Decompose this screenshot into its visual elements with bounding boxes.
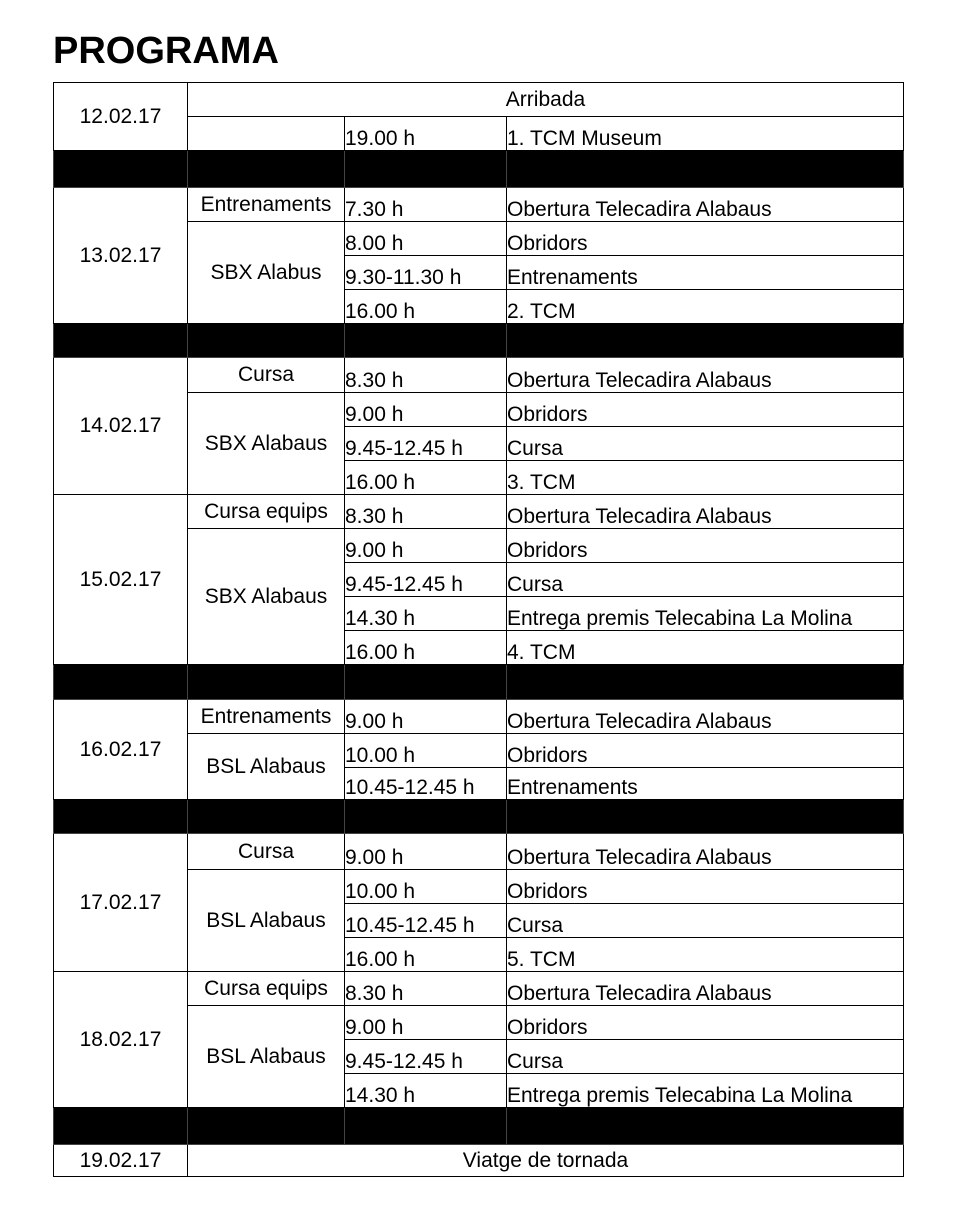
day-header: Arribada — [188, 83, 904, 117]
day-date: 16.02.17 — [54, 700, 188, 800]
day-date: 17.02.17 — [54, 834, 188, 972]
table-row — [54, 700, 904, 734]
page-title: PROGRAMA — [53, 30, 279, 72]
category-cell: Entrenaments — [188, 700, 345, 734]
activity-cell: Entrenaments — [507, 256, 904, 290]
activity-cell: 2. TCM — [507, 290, 904, 324]
table-row — [54, 972, 904, 1006]
activity-cell: Cursa — [507, 563, 904, 597]
activity-cell: Cursa — [507, 1040, 904, 1074]
activity-cell: Obridors — [507, 393, 904, 427]
time-cell: 8.00 h — [345, 222, 507, 256]
separator-row — [54, 800, 904, 834]
category-cell: SBX Alabaus — [188, 393, 345, 495]
time-cell: 10.00 h — [345, 734, 507, 768]
activity-cell: Obridors — [507, 734, 904, 768]
activity-cell: Obridors — [507, 870, 904, 904]
day-date: 15.02.17 — [54, 495, 188, 665]
activity-cell: Entrega premis Telecabina La Molina — [507, 1074, 904, 1108]
time-cell: 19.00 h — [345, 117, 507, 151]
category-cell: Cursa — [188, 358, 345, 393]
separator-row — [54, 151, 904, 188]
activity-cell: Obertura Telecadira Alabaus — [507, 700, 904, 734]
separator-row — [54, 1108, 904, 1145]
time-cell: 10.45-12.45 h — [345, 904, 507, 938]
category-cell: Cursa equips — [188, 972, 345, 1006]
activity-cell: Cursa — [507, 904, 904, 938]
activity-cell: Obridors — [507, 529, 904, 563]
day-header: Viatge de tornada — [188, 1145, 904, 1177]
time-cell: 10.45-12.45 h — [345, 768, 507, 800]
time-cell: 10.00 h — [345, 870, 507, 904]
activity-cell: Obridors — [507, 222, 904, 256]
time-cell: 16.00 h — [345, 461, 507, 495]
table-row — [54, 1145, 904, 1177]
category-cell: Cursa equips — [188, 495, 345, 529]
time-cell: 16.00 h — [345, 290, 507, 324]
category-cell: BSL Alabaus — [188, 870, 345, 972]
activity-cell: Obertura Telecadira Alabaus — [507, 358, 904, 393]
time-cell: 9.00 h — [345, 834, 507, 870]
day-date: 18.02.17 — [54, 972, 188, 1108]
category-cell: BSL Alabaus — [188, 734, 345, 800]
separator-row — [54, 324, 904, 358]
activity-cell: Obertura Telecadira Alabaus — [507, 188, 904, 222]
time-cell: 9.45-12.45 h — [345, 427, 507, 461]
time-cell: 9.45-12.45 h — [345, 563, 507, 597]
time-cell: 16.00 h — [345, 938, 507, 972]
activity-cell: Obertura Telecadira Alabaus — [507, 972, 904, 1006]
time-cell: 8.30 h — [345, 358, 507, 393]
time-cell: 9.45-12.45 h — [345, 1040, 507, 1074]
activity-cell: 5. TCM — [507, 938, 904, 972]
category-cell: Cursa — [188, 834, 345, 870]
table-row — [54, 495, 904, 529]
time-cell: 9.30-11.30 h — [345, 256, 507, 290]
day-date: 13.02.17 — [54, 188, 188, 324]
day-date: 14.02.17 — [54, 358, 188, 495]
time-cell: 16.00 h — [345, 631, 507, 665]
day-date: 12.02.17 — [54, 83, 188, 151]
category-cell: SBX Alabus — [188, 222, 345, 324]
separator-row — [54, 665, 904, 700]
activity-cell: 4. TCM — [507, 631, 904, 665]
day-date: 19.02.17 — [54, 1145, 188, 1177]
activity-cell: Entrenaments — [507, 768, 904, 800]
activity-cell: Obertura Telecadira Alabaus — [507, 834, 904, 870]
time-cell: 7.30 h — [345, 188, 507, 222]
category-cell: SBX Alabaus — [188, 529, 345, 665]
activity-cell: Obridors — [507, 1006, 904, 1040]
programme-table — [53, 82, 904, 1177]
activity-cell: 3. TCM — [507, 461, 904, 495]
category-cell: BSL Alabaus — [188, 1006, 345, 1108]
time-cell: 8.30 h — [345, 972, 507, 1006]
time-cell: 9.00 h — [345, 529, 507, 563]
table-row — [54, 188, 904, 222]
activity-cell: Cursa — [507, 427, 904, 461]
time-cell: 9.00 h — [345, 393, 507, 427]
category-cell: Entrenaments — [188, 188, 345, 222]
activity-cell: Obertura Telecadira Alabaus — [507, 495, 904, 529]
category-cell — [188, 117, 345, 151]
time-cell: 9.00 h — [345, 700, 507, 734]
activity-cell: 1. TCM Museum — [507, 117, 904, 151]
time-cell: 8.30 h — [345, 495, 507, 529]
time-cell: 14.30 h — [345, 597, 507, 631]
table-row — [54, 83, 904, 117]
activity-cell: Entrega premis Telecabina La Molina — [507, 597, 904, 631]
time-cell: 9.00 h — [345, 1006, 507, 1040]
table-row — [54, 834, 904, 870]
time-cell: 14.30 h — [345, 1074, 507, 1108]
table-row — [54, 358, 904, 393]
